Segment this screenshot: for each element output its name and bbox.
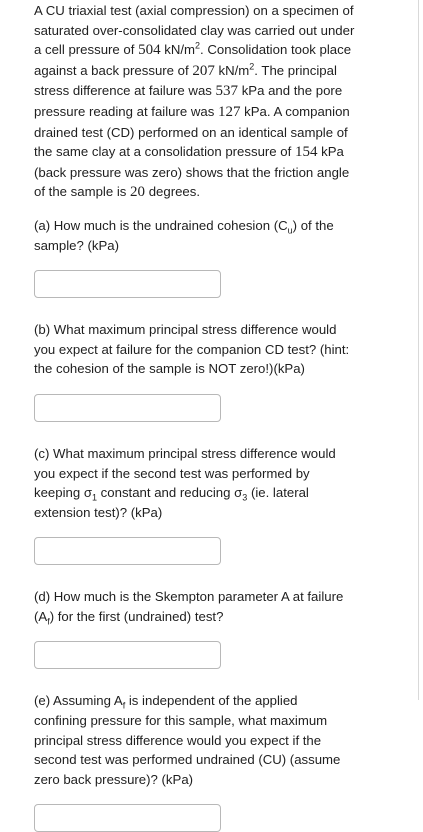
answer-input-a[interactable]	[34, 270, 221, 298]
problem-statement: A CU triaxial test (axial compression) on a specimen of saturated over-consolidated clay was carried out under a cell pressure of 504 $kN/m^2$. Consolidation took place against a back pressure of 207 $kN/m^2$. The principal stress difference at failure was 537 kPa and the pore pressure reading at failure was 127 kPa. A companion drained test (CD) performed on an identical sample of the same clay at a consolidation pressure of 154 kPa (back pressure was zero) shows that the friction angle of the sample is 20 degrees.	[34, 3, 355, 201]
pore-pressure-value: 127	[218, 103, 241, 120]
answer-input-b[interactable]	[34, 394, 221, 422]
back-pressure-value: 207	[192, 62, 215, 79]
question-content	[34, 0, 392, 832]
friction-angle-value: 20	[130, 184, 146, 201]
stress-difference-value: 537	[215, 83, 239, 100]
question-b: (b) What maximum principal stress difference would you expect at failure for the companion CD test? (hint: the cohesion of the sample is NOT zero!)(kPa)	[34, 322, 350, 377]
cell-pressure-value: 504	[138, 42, 161, 59]
consolidation-pressure-value: 154	[294, 144, 318, 161]
answer-input-d[interactable]	[34, 641, 221, 669]
answer-input-e[interactable]	[34, 804, 221, 832]
question-a: (a) How much is the undrained cohesion $(C_u)$ of the sample? (kPa)	[34, 217, 334, 253]
question-c: (c) What maximum principal stress difference would you expect if the second test was performed by keeping $\sigma_1$ constant and reducing $\sigma_3$ (ie. lateral extension test)? (kPa)	[34, 445, 336, 520]
question-e: (e) Assuming $A_f$ is independent of the applied confining pressure for this sample, what maximum principal stress difference would you expect if the second test was performed undrained (CU) (assume zero back pressure)? (kPa)	[34, 693, 341, 787]
answer-input-c[interactable]	[34, 537, 221, 565]
question-d: (d) How much is the Skempton parameter A at failure $(A_f)$ for the first (undrained) test?	[34, 589, 344, 627]
